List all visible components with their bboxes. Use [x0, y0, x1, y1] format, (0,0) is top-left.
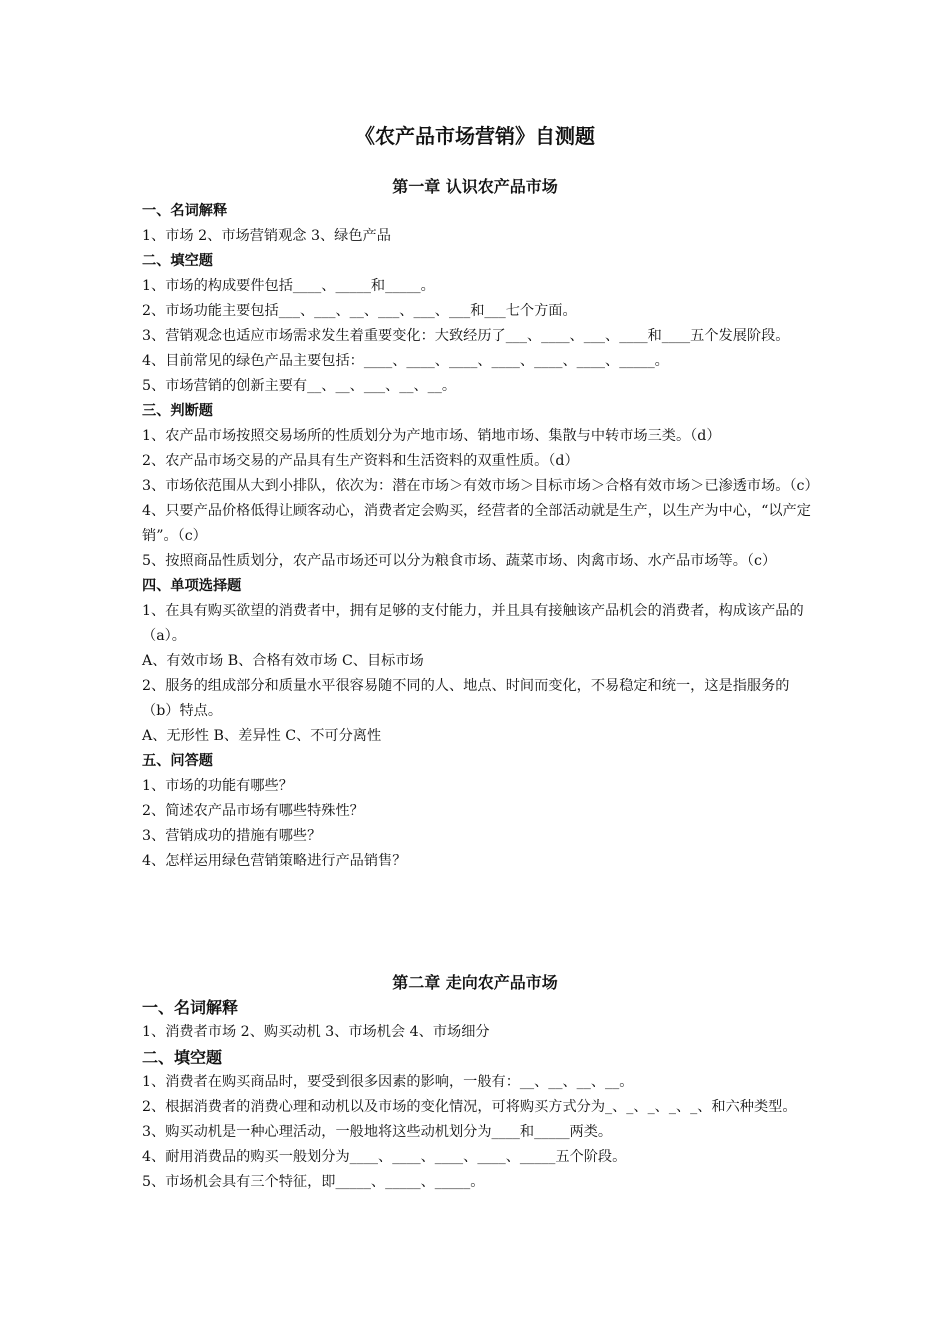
question-line: 2、服务的组成部分和质量水平很容易随不同的人、地点、时间而变化，不易稳定和统一，这是指服务的（b）特点。	[142, 678, 790, 719]
question-line: 3、市场依范围从大到小排队，依次为：潜在市场＞有效市场＞目标市场＞合格有效市场＞已渗透市场。（c）	[142, 478, 819, 494]
chapter-2-title: 第二章 走向农产品市场	[392, 973, 558, 992]
question-line: 2、市场功能主要包括___、___、__、___、___、___和___七个方面。	[142, 303, 577, 319]
section-heading: 一、名词解释	[142, 203, 228, 219]
section-heading: 三、判断题	[142, 403, 213, 419]
question-line: 1、农产品市场按照交易场所的性质划分为产地市场、销地市场、集散与中转市场三类。（d）	[142, 428, 721, 444]
question-line: 3、营销成功的措施有哪些？	[142, 828, 322, 844]
question-line: 3、营销观念也适应市场需求发生着重要变化：大致经历了___、____、___、____和____五个发展阶段。	[142, 328, 790, 344]
question-line: 5、市场机会具有三个特征，即_____、_____、_____。	[142, 1174, 485, 1190]
option-line: A、无形性 B、差异性 C、不可分离性	[142, 728, 382, 744]
question-line: 1、在具有购买欲望的消费者中，拥有足够的支付能力，并且具有接触该产品机会的消费者，构成该产品的（a）。	[142, 603, 804, 644]
question-line: 4、怎样运用绿色营销策略进行产品销售？	[142, 853, 407, 869]
section-heading: 四、单项选择题	[142, 578, 242, 594]
question-line: 1、市场的构成要件包括____、_____和_____。	[142, 278, 435, 294]
chapter-1-title: 第一章 认识农产品市场	[392, 177, 558, 196]
question-line: 2、根据消费者的消费心理和动机以及市场的变化情况，可将购买方式分为_、_、_、_、_、和六种类型。	[142, 1099, 797, 1115]
question-line: 1、消费者市场 2、购买动机 3、市场机会 4、市场细分	[142, 1024, 490, 1040]
question-line: 1、消费者在购买商品时，要受到很多因素的影响，一般有：__、__、__、__。	[142, 1074, 634, 1090]
question-line: 4、只要产品价格低得让顾客动心，消费者定会购买，经营者的全部活动就是生产，以生产为中心，“以产定销”。（c）	[142, 503, 811, 544]
chapter-1-body	[142, 199, 819, 874]
question-line: 3、购买动机是一种心理活动，一般地将这些动机划分为____和_____两类。	[142, 1124, 613, 1140]
section-heading: 一、名词解释	[142, 998, 239, 1017]
chapter-2-body	[142, 995, 814, 1195]
question-line: 5、按照商品性质划分，农产品市场还可以分为粮食市场、蔬菜市场、肉禽市场、水产品市场等。（c）	[142, 553, 777, 569]
question-line: 5、市场营销的创新主要有__、__、___、__、__。	[142, 378, 457, 394]
section-heading: 二、填空题	[142, 253, 213, 269]
document-title: 《农产品市场营销》自测题	[355, 124, 595, 148]
question-line: 2、农产品市场交易的产品具有生产资料和生活资料的双重性质。（d）	[142, 453, 579, 469]
section-heading: 二、填空题	[142, 1048, 223, 1067]
question-line: 4、目前常见的绿色产品主要包括：____、____、____、____、____、____、_____。	[142, 353, 669, 369]
question-line: 1、市场的功能有哪些？	[142, 778, 293, 794]
question-line: 2、简述农产品市场有哪些特殊性？	[142, 803, 364, 819]
question-line: 4、耐用消费品的购买一般划分为____、____、____、____、_____五个阶段。	[142, 1149, 627, 1165]
option-line: A、有效市场 B、合格有效市场 C、目标市场	[142, 653, 424, 669]
question-line: 1、市场 2、市场营销观念 3、绿色产品	[142, 228, 391, 244]
section-heading: 五、问答题	[142, 753, 213, 769]
